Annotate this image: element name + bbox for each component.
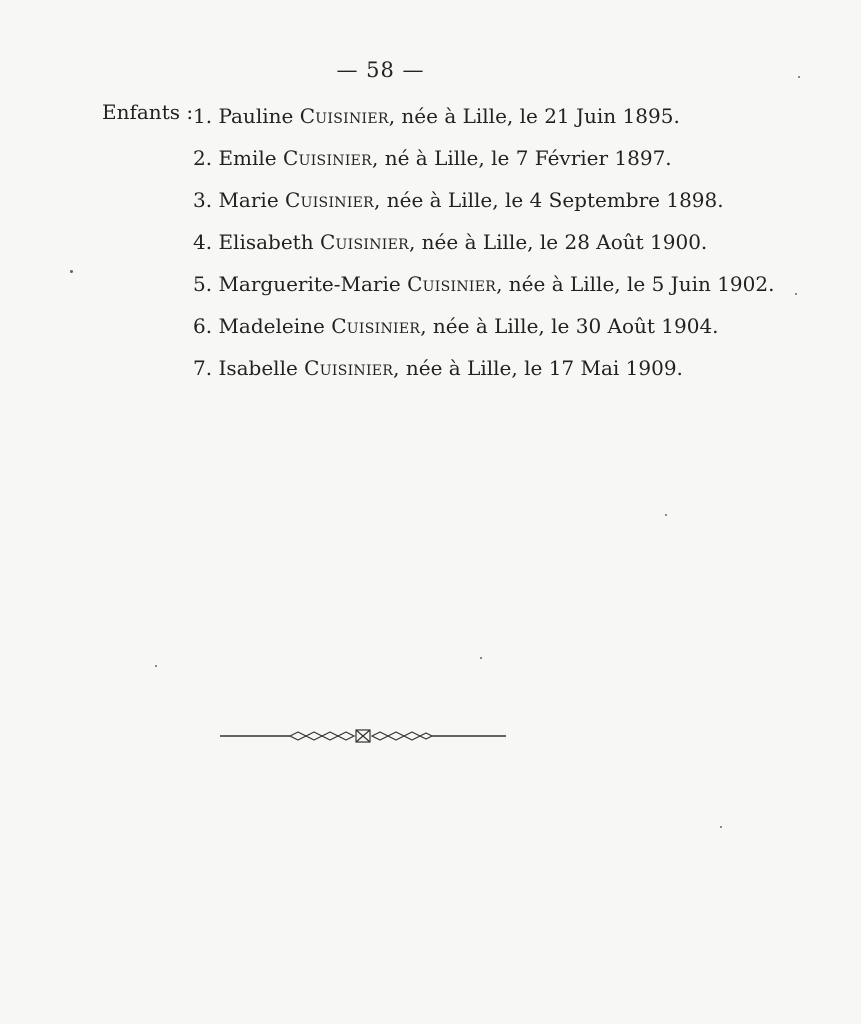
paper-speck [795,293,797,295]
child-number: 2. [193,146,213,170]
child-first-name: Madeleine [218,314,325,338]
child-number: 1. [193,104,213,128]
child-first-name: Pauline [218,104,294,128]
children-intro-label: Enfants : [102,100,194,124]
child-first-name: Marguerite-Marie [218,272,401,296]
page-number: — 58 — [336,58,425,82]
child-surname: Cuisinier [319,230,409,254]
child-number: 7. [193,356,213,380]
child-entry-6 [193,314,719,338]
child-number: 4. [193,230,213,254]
child-first-name: Isabelle [218,356,298,380]
child-birth-details: , née à Lille, le 28 Août 1900. [408,230,708,254]
child-entry-7 [193,356,683,380]
child-first-name: Elisabeth [218,230,314,254]
child-number: 3. [193,188,213,212]
child-surname: Cuisinier [407,272,497,296]
child-birth-details: , née à Lille, le 5 Juin 1902. [496,272,775,296]
child-surname: Cuisinier [283,146,373,170]
child-surname: Cuisinier [285,188,375,212]
child-entry-1 [193,104,680,128]
child-surname: Cuisinier [304,356,394,380]
child-number: 6. [193,314,213,338]
paper-speck [155,665,157,667]
child-surname: Cuisinier [299,104,389,128]
child-first-name: Emile [218,146,277,170]
child-entry-5 [193,272,774,296]
child-birth-details: , née à Lille, le 4 Septembre 1898. [374,188,724,212]
paper-speck [798,76,800,78]
child-birth-details: , née à Lille, le 17 Mai 1909. [393,356,683,380]
paper-speck [720,826,722,828]
child-number: 5. [193,272,213,296]
paper-speck [480,657,482,659]
child-first-name: Marie [218,188,279,212]
child-entry-3 [193,188,724,212]
child-birth-details: , née à Lille, le 30 Août 1904. [420,314,719,338]
ornamental-divider [220,726,510,746]
child-entry-4 [193,230,707,254]
child-birth-details: , né à Lille, le 7 Février 1897. [372,146,672,170]
child-entry-2 [193,146,672,170]
paper-speck [70,270,73,273]
child-surname: Cuisinier [331,314,421,338]
child-birth-details: , née à Lille, le 21 Juin 1895. [388,104,680,128]
paper-speck [665,514,667,516]
